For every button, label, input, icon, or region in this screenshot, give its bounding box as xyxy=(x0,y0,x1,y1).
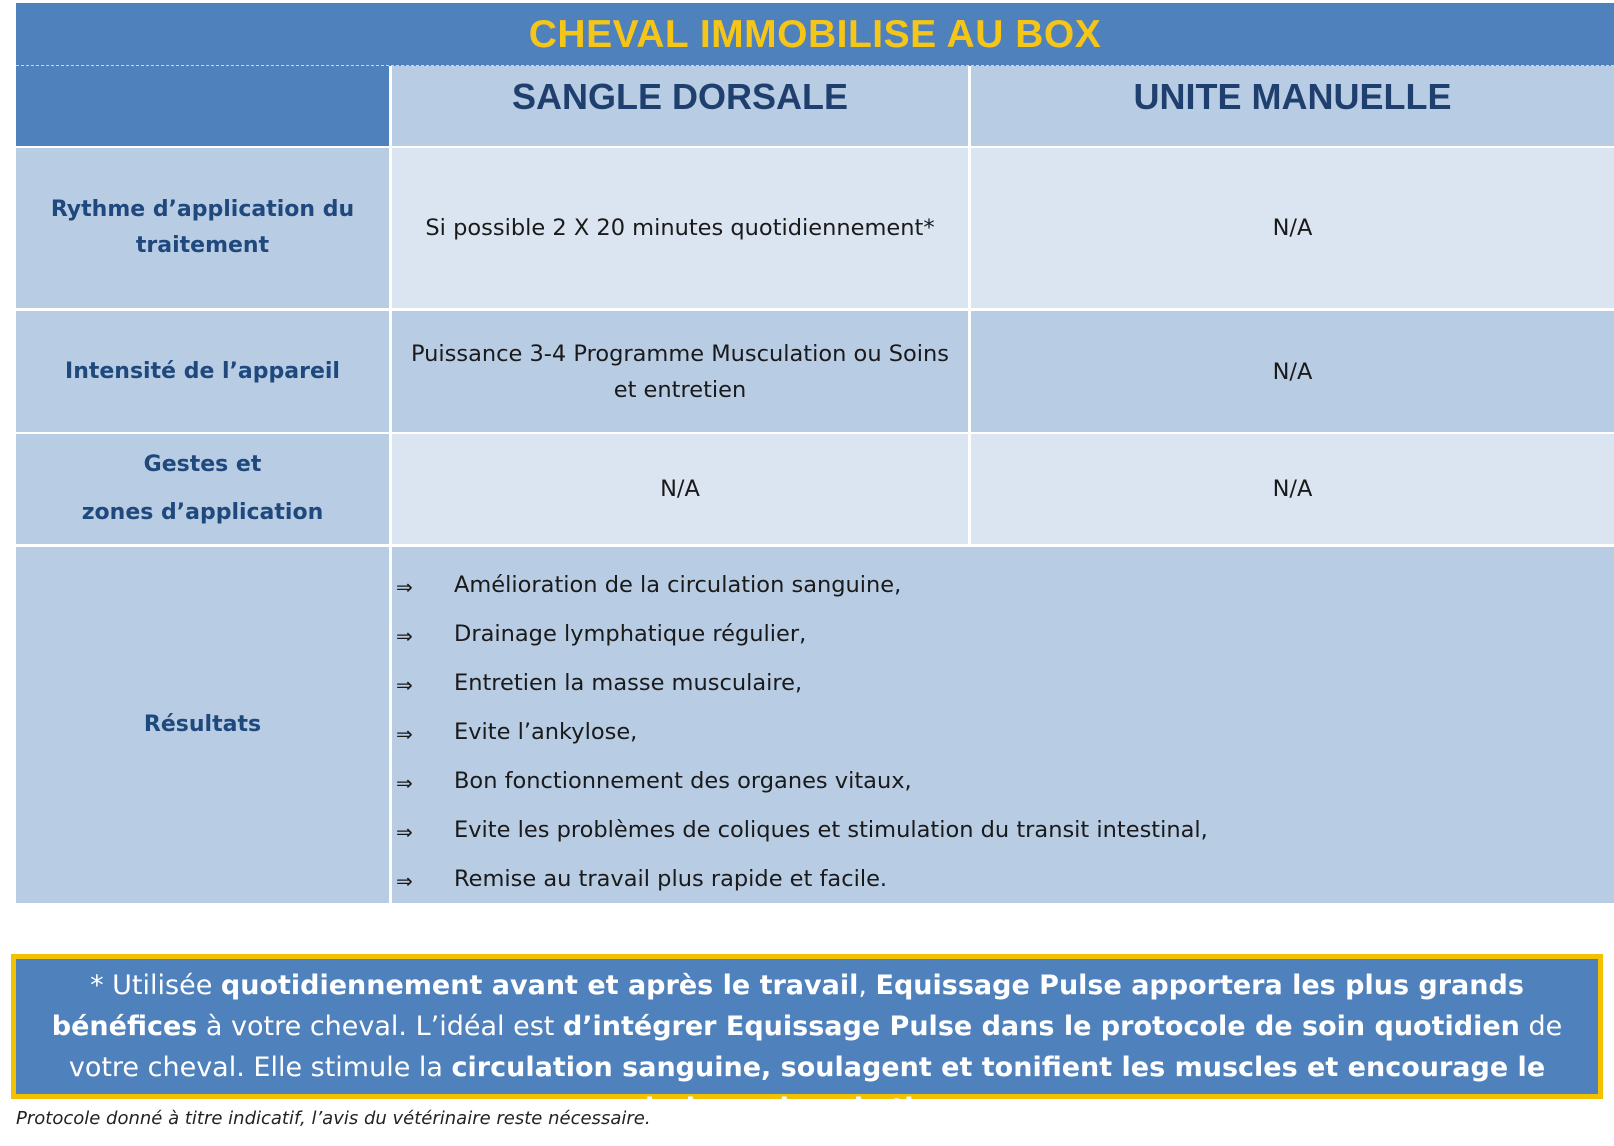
table-title-bar xyxy=(16,3,1614,66)
header-blank-cell xyxy=(16,66,389,146)
list-item: ⇒ Remise au travail plus rapide et facile. xyxy=(392,863,1208,912)
row-label-line: Gestes et xyxy=(143,452,262,477)
list-item: ⇒ Amélioration de la circulation sanguine, xyxy=(392,569,1208,618)
cell-rythme-unite: N/A xyxy=(971,148,1614,308)
list-item: ⇒ Drainage lymphatique régulier, xyxy=(392,618,1208,667)
footnote-box: * Utilisée quotidiennement avant et après le travail, Equissage Pulse apportera les plus grands bénéfices à votre cheval. L’idéal est d’intégrer Equissage Pulse dans le protocole de soin quotidien de votre cheval. Elle stimule la circulation sanguine, soulagent et tonifient les muscles et encourage le drainage lymphatique. xyxy=(11,954,1603,1099)
list-item: ⇒ Evite l’ankylose, xyxy=(392,716,1208,765)
row-label-intensite: Intensité de l’appareil xyxy=(16,311,389,432)
row-label-resultats: Résultats xyxy=(16,547,389,903)
cell-gestes-sangle: N/A xyxy=(392,434,968,544)
double-right-arrow-icon: ⇒ xyxy=(396,869,413,893)
row-label-line: zones d’application xyxy=(81,500,324,525)
double-right-arrow-icon: ⇒ xyxy=(396,771,413,795)
cell-rythme-sangle: Si possible 2 X 20 minutes quotidiennement* xyxy=(392,148,968,308)
column-header-unite-manuelle xyxy=(971,66,1614,146)
list-item: ⇒ Entretien la masse musculaire, xyxy=(392,667,1208,716)
column-header-label: UNITE MANUELLE xyxy=(1133,76,1452,117)
cell-intensite-sangle: Puissance 3-4 Programme Musculation ou Soins et entretien xyxy=(392,311,968,432)
table-title: CHEVAL IMMOBILISE AU BOX xyxy=(528,13,1102,56)
row-label-rythme: Rythme d’application du traitement xyxy=(16,148,389,308)
column-header-sangle-dorsale xyxy=(392,66,968,146)
cell-gestes-unite: N/A xyxy=(971,434,1614,544)
results-list xyxy=(392,569,1208,912)
column-header-label: SANGLE DORSALE xyxy=(511,76,849,117)
double-right-arrow-icon: ⇒ xyxy=(396,624,413,648)
results-cell xyxy=(392,547,1614,903)
row-label-gestes xyxy=(16,434,389,544)
list-item: ⇒ Evite les problèmes de coliques et stimulation du transit intestinal, xyxy=(392,814,1208,863)
protocol-table xyxy=(16,3,1614,930)
list-item: ⇒ Bon fonctionnement des organes vitaux, xyxy=(392,765,1208,814)
double-right-arrow-icon: ⇒ xyxy=(396,820,413,844)
double-right-arrow-icon: ⇒ xyxy=(396,722,413,746)
double-right-arrow-icon: ⇒ xyxy=(396,575,413,599)
double-right-arrow-icon: ⇒ xyxy=(396,673,413,697)
disclaimer-text: Protocole donné à titre indicatif, l’avis du vétérinaire reste nécessaire. xyxy=(16,1108,651,1129)
cell-intensite-unite: N/A xyxy=(971,311,1614,432)
